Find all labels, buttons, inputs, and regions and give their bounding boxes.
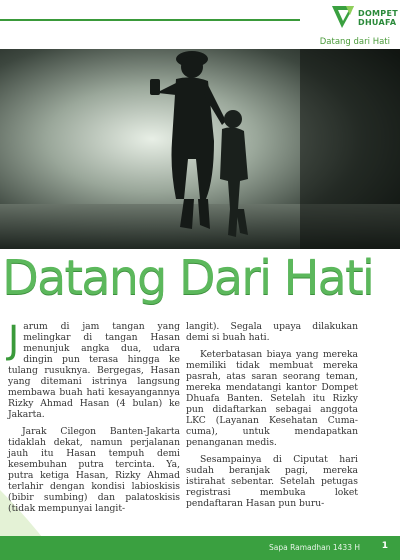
logo-line1: DOMPET	[358, 9, 398, 18]
publication-name: Sapa Ramadhan 1433 H	[269, 543, 360, 552]
article-paragraph: Jarak Cilegon Banten-Jakarta tidaklah dekat, namun perjalanan jauh itu Hasan tempuh demi kesembuhan putra tercinta. Ya, putra ketiga Hasan, Rizky Ahmad terlahir dengan kondisi labioskisis (bibir sumbing) dan palatoskisis (tidak mempunyai langit-	[8, 426, 180, 514]
page-footer	[0, 536, 400, 560]
logo-mark-icon	[330, 3, 356, 31]
article-column-left	[8, 318, 180, 520]
logo-text	[358, 9, 398, 27]
page-number: 1	[381, 541, 388, 551]
article-photo	[0, 49, 400, 249]
article-paragraph: langit). Segala upaya dilakukan demi si buah hati.	[186, 321, 358, 343]
dompet-dhuafa-logo	[330, 3, 400, 33]
section-label: Datang dari Hati	[319, 37, 390, 47]
paragraph-text: arum di jam tangan yang melingkar di tangan Hasan menunjuk angka dua, udara dingin pun terasa hingga ke tulang rusuknya. Bergegas, Hasan yang ditemani istrinya langsung membawa buah hati kesayangannya Rizky Ahmad Hasan (4 bulan) ke Jakarta.	[8, 321, 180, 420]
article-paragraph: Keterbatasan biaya yang mereka memiliki tidak membuat mereka pasrah, atas saran seorang teman, mereka mendatangi kantor Dompet Dhuafa Banten. Setelah itu Rizky pun didaftarkan sebagai anggota LKC (Layanan Kesehatan Cuma-cuma), untuk mendapatkan penanganan medis.	[186, 349, 358, 448]
dropcap: J	[8, 318, 20, 362]
silhouette-photo	[0, 49, 400, 249]
article-paragraph	[8, 318, 180, 420]
header-rule	[0, 19, 300, 21]
article-paragraph: Sesampainya di Ciputat hari sudah beranjak pagi, mereka istirahat sebentar. Setelah petugas registrasi membuka loket pendaftaran Hasan pun buru-	[186, 454, 358, 509]
article-title: Datang Dari Hati	[2, 250, 374, 306]
logo-line2: DHUAFA	[358, 18, 397, 27]
article-column-right	[186, 321, 358, 515]
